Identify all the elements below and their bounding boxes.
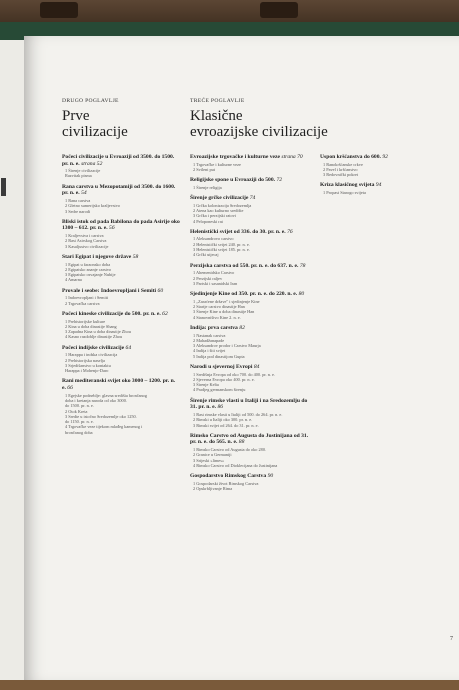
chapter-3-title [190,108,328,140]
toc-subitem: brončanog doba [65,429,93,435]
toc-page-number: 58 [132,253,139,260]
toc-section [62,219,180,249]
toc-page-number: 62 [162,310,168,317]
toc-section-title-text: Religijske spone u Evroaziji do 500. [190,177,276,184]
toc-section [62,288,180,306]
toc-subitem: 2 Rimski u Italiji oko 300. pr. n. e. [193,417,253,423]
toc-page-number: 76 [287,228,293,235]
toc-subitem: 3 Srijeski »limes« [193,457,225,463]
toc-section-title [190,263,315,270]
toc-page-number: 78 [299,262,306,269]
toc-subitem: 4 Trgovačke veze tijekom mlađeg kamenog i [65,424,143,430]
toc-section-title-text: Gospodarstvo Rimskog Carstva [190,473,267,480]
toc-subitem: 3 Redovnički pokret [323,172,359,178]
toc-subitem: 1 Rana carstva [65,197,91,203]
toc-section-title-text: Rimsko Carstvo od Augusta do Justinijana od 31. pr. n. e. do 565. n. e. [190,432,309,446]
toc-section-title-text: Stari Egipat i njegove države [62,253,132,260]
toc-subitem: 2 Perzijski raljev [193,275,223,281]
toc-section [320,154,440,177]
toc-section-title [62,288,180,295]
toc-section-title-text: Narodi u sjevernoj Evropi [190,363,253,370]
toc-section-title-text: Helenistički svijet od 336. do 30. pr. n. e. [190,228,286,235]
chapter-2-title-line2: civilizacije [62,124,128,140]
toc-subitem: 3 Sedre narodi [65,208,91,214]
toc-subitem: 1 Kraljevstva i carstva [65,233,104,239]
toc-section-title-text: Provale i seobe: Indoevropljani i Semiti [62,287,157,294]
toc-subitem: 1 Širenje religija [193,184,222,190]
toc-section-title-text: Sjedinjenje Kine od 350. pr. n. e. do 220. n. e. [190,291,298,298]
toc-subitem: 1 Nastanak carstva [193,332,226,338]
toc-section-title-text: Širenje rimske vlasti u Italiji i na Sredozemlju do 31. pr. n. e. [190,397,308,411]
toc-subitem: 5 Indija pod dinastijom Gupta [193,353,245,359]
toc-subitem: 3 Kasaljustvo civilizacije [65,243,109,249]
page-number: 7 [450,636,453,642]
toc-page-number: 60 [157,287,164,294]
toc-subitem: 3 Sredte u istočno Sredozemlje oko 1250. [65,413,137,419]
toc-section [62,184,180,214]
toc-subitem: Razvitak pisma [65,173,92,179]
toc-subitem: 3 Helenistički svijet 185. pr. n. e. [193,247,250,253]
toc-section-title-text: Perzijska carstva od 550. pr. n. e. do 637. n. e. [190,262,299,269]
toc-subitem: 4 Kasno razdoblje dinastije Zhou [65,334,123,340]
toc-section [62,254,180,283]
toc-section-title [62,378,180,391]
toc-section [62,378,180,435]
toc-subitem: do 1500. pr. n. e. [65,403,94,409]
toc-section [190,177,315,190]
toc-subitem: 1 Egejske podneblje: glavna središta brončanog [65,392,147,398]
previous-page-edge [0,40,25,680]
book-page [24,36,459,682]
toc-subitem: 3 Širenje Kelta [193,382,219,388]
toc-section-title [62,311,180,318]
toc-section-title [62,184,180,197]
toc-subitem: 1 Središnja Evropa od oko 700. do 400. pr. n. e. [193,371,275,377]
toc-page-number: 94 [375,182,382,189]
toc-subitem: 3 Srjedišanstvo u kontaktu [65,362,111,368]
toc-section-title-text: Počeci indijske civilizacije [62,344,125,351]
toc-subitem: 4 Rimsko Carstvo od Dioklecijana do Justinijana [193,462,278,468]
toc-subitem: 2 Opskrbljivanje Rima [193,486,233,492]
chapter-3-label: TREĆE POGLAVLJE [190,98,245,104]
toc-subitem: 2 Gletno sumerijsko kraljevstvo [65,203,121,209]
toc-section-title [190,398,315,411]
toc-page-number: 64 [125,344,132,351]
toc-subitem: 1 Širenje civilizacije [65,168,101,174]
toc-subitem: 4 Indija i šiti svijet [193,348,226,354]
toc-subitem: doba i kretanja naroda od oko 3000. [65,397,127,403]
toc-page-number: 72 [276,177,283,184]
toc-page-number: 88 [238,439,245,446]
toc-page-number: 84 [253,363,260,370]
toc-subitem: 4 Pradjeg germanskom širenju [193,387,246,393]
toc-subitem: 3 Širenje Kine u doba dinastije Han [193,309,255,315]
toc-page-number: 66 [67,385,73,392]
toc-subitem: 1 Prehistorijske kulture [65,318,106,324]
toc-page-number: strana 70 [281,154,303,160]
toc-subitem: 2 Kina u doba dinastije Shang [65,323,117,329]
toc-section [62,311,180,340]
toc-subitem: 1 Gospodarski život Rimskog Carstva [193,480,259,486]
toc-section-title-text: Kriza klasičnog svijeta [320,182,375,189]
toc-subitem: 1 Harappa i indska civilizacija [65,352,118,358]
toc-subitem: 2 Atena kao kulturno središte [193,207,244,213]
toc-section-title [190,154,315,161]
toc-page-number: 92 [382,154,388,160]
toc-subitem: 3 Grčka i perzijski ratovi [193,213,236,219]
toc-subitem: 1 Propast Starogo svijeta [323,190,366,196]
toc-subitem: 3 Egipatsko osvajanje Nubije [65,272,116,278]
toc-section-title [62,154,180,167]
toc-subitem: 1 Egipat u faraonsko doba [65,261,111,267]
toc-section-title [190,177,315,184]
toc-subitem: 1 Grčka kolonizacija Sredozemlja [193,202,252,208]
toc-section-title [190,195,315,202]
toc-page-number: 86 [217,404,224,411]
toc-section [62,154,180,179]
toc-section-title-text: Rani mediteranski svijet oko 3000 – 1200. pr. n. e. [62,378,176,392]
toc-section [190,263,315,286]
toc-section-title-text: Uspon kršćanstva do 600. [320,154,381,160]
toc-section-title [190,473,315,480]
chapter-2-contents [62,154,180,440]
chapter-3-title-line1: Klasične [190,108,243,124]
toc-section-title [190,291,315,298]
toc-section-title-text: Indija: prva carstva [190,324,238,331]
toc-subitem: 2 Helenistički svijet 240. pr. n. e. [193,241,250,247]
toc-page-number: 80 [298,291,305,298]
toc-section [190,364,315,393]
toc-subitem: 3 Zapadna Kina u doba dinastije Zhou [65,329,131,335]
chapter-3-contents-column-2 [320,154,440,200]
toc-section-title-text: Širenje grčke civilizacije [190,195,249,202]
toc-section-title [62,219,180,232]
toc-section-title [62,254,180,261]
toc-subitem: do 1150. pr. n. e. [65,419,94,425]
chapter-2-title [62,108,128,140]
toc-section [190,398,315,428]
toc-section-title [190,325,315,332]
toc-section [62,345,180,374]
desk-detail [260,2,298,18]
toc-section [320,182,440,195]
toc-subitem: 2 Svileni put [193,166,215,172]
toc-subitem: 2 Egipatsko znanje carstvo [65,266,112,272]
toc-section-title [320,154,440,161]
toc-section-title [190,433,315,446]
toc-section-title [190,229,315,236]
toc-section-title [190,364,315,371]
toc-subitem: 2 Mahadžanapade [193,337,225,343]
toc-subitem: 4 Stanovništvo Kine 2. n. e. [193,314,241,320]
toc-section [190,291,315,320]
toc-subitem: 2 Rast Asirskog Carstva [65,238,107,244]
toc-subitem: 1 Ranokršćanske crkve [323,161,363,167]
toc-subitem: 1 Aleksandrovo carstvo [193,236,234,242]
chapter-2-label: DRUGO POGLAVLJE [62,98,119,104]
toc-subitem: 2 Prehistorijska naselja [65,357,105,363]
toc-subitem: Harappa i Mohenjo-Daro [65,368,109,374]
toc-subitem: 1 Ahemenidsko Carstvo [193,270,235,276]
chapter-3-contents-column-1 [190,154,315,496]
toc-subitem: 2 Otok Kreta [65,408,88,414]
toc-subitem: 3 Rimski svijet od 264. do 31. pr. n. e. [193,422,259,428]
toc-section-title-text: Rana carstva u Mezopotamiji od 3500. do 1600. pr. n. e. [62,183,176,197]
toc-page-number: 74 [249,195,256,202]
chapter-3-title-line2: evroazijske civilizacije [190,124,328,140]
toc-page-number: 82 [239,324,245,331]
toc-section [190,154,315,172]
desk-edge [0,680,459,690]
toc-subitem: 1 Rimsko Carstvo od Augusta do oko 280. [193,447,267,453]
toc-section-title-text: Počeci kineske civilizacije do 500. pr. n. e. [62,310,161,317]
toc-subitem: 2 Trgovačka carstva [65,300,100,306]
toc-subitem: 2 Pavel i kršćanstvo [323,166,358,172]
toc-page-number: strana 52 [81,160,103,167]
toc-section [190,229,315,258]
toc-subitem: 3 Partski i sasanidski Iran [193,280,238,286]
toc-subitem: 2 Granice u Germaniji [193,452,232,458]
toc-page-number: 90 [267,473,274,480]
toc-section-title-text: Evroazijske trgovačke i kulturne veze [190,154,281,160]
toc-subitem: 4 Peloponeski rat [193,218,223,224]
toc-section-title [62,345,180,352]
toc-section-title [320,182,440,189]
toc-subitem: 1 Trgovačke i kulturne veze [193,161,241,167]
toc-subitem: 4 Grčki utjecaj [193,252,219,258]
toc-section-title-text: Počeci civilizacije u Evroaziji od 3500. do 1500. pr. n. e. [62,154,175,167]
toc-subitem: 2 Startje carstvo dinastije Han [193,304,245,310]
toc-subitem: 3 Aleksandrov prodor i Carstvo Maurja [193,343,261,349]
toc-section [190,473,315,491]
toc-section [190,325,315,359]
toc-page-number: 54 [81,190,87,197]
toc-subitem: 1 Indoevropljani i Semiti [65,295,109,301]
toc-subitem: 1 Rast rimske vlasti u Italiji od 500. do 264. pr. n. e. [193,411,283,417]
toc-subitem: 2 Sjeverna Evropa oko 400. pr. n. e. [193,376,255,382]
desk-detail [40,2,78,18]
toc-section-title-text: Bliski istok od pada Babilona do pada Asirije oko 1300 – 612. pr. n. e. [62,218,180,232]
toc-section [190,433,315,468]
toc-subitem: 1 „Zaraćene države" i sjedinjenje Kine [193,298,260,304]
chapter-2-title-line1: Prve [62,108,90,124]
toc-subitem: 4 Amarna [65,277,82,283]
toc-section [190,195,315,224]
toc-page-number: 56 [109,225,115,232]
